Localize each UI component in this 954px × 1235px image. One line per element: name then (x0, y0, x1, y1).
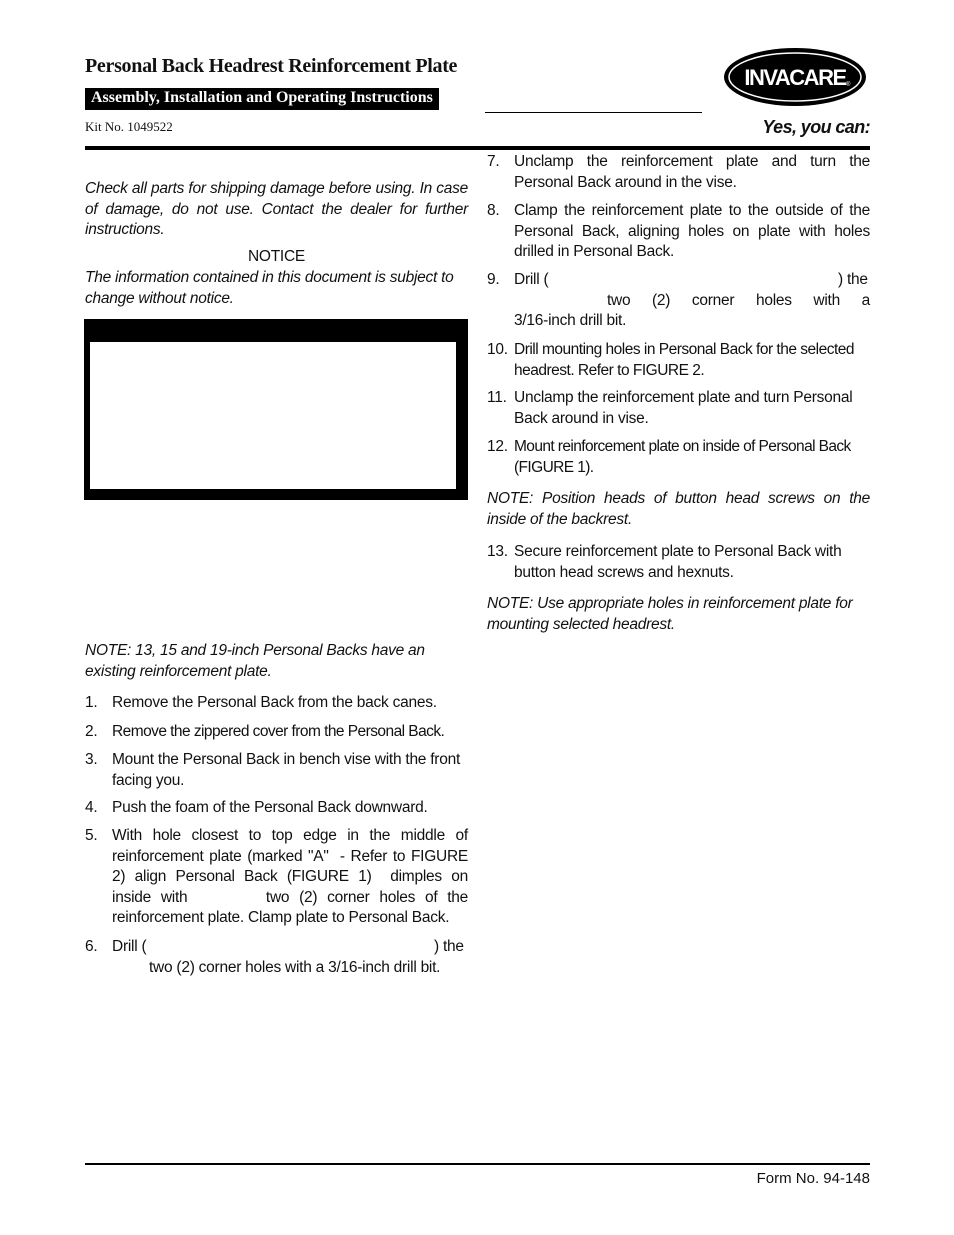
step-text: Unclamp the reinforcement plate and turn the Personal Back around in the vise. (514, 153, 870, 191)
list-item (85, 722, 468, 743)
step-number: 1. (85, 694, 98, 711)
step-number: 9. (487, 271, 500, 288)
step-number: 4. (85, 799, 98, 816)
step-text: Remove the Personal Back from the back canes. (112, 694, 437, 711)
step-text: Clamp the reinforcement plate to the outside of the Personal Back, aligning holes on plate with holes drilled in Personal Back. (514, 202, 870, 261)
step-number: 12. (487, 438, 508, 455)
mounting-holes-note: NOTE: Use appropriate holes in reinforcement plate for mounting selected headrest. (487, 595, 853, 633)
list-item (487, 152, 870, 194)
step-text: Mount the Personal Back in bench vise with the front facing you. (112, 751, 461, 789)
screw-heads-note: NOTE: Position heads of button head screws on the inside of the backrest. (487, 490, 870, 528)
step-text-start: Drill ( (112, 938, 147, 955)
step-text: Unclamp the reinforcement plate and turn Personal Back around in vise. (514, 389, 853, 427)
step-text-end: ) the (838, 271, 868, 288)
list-item (85, 693, 468, 714)
warning-box (84, 319, 468, 500)
invacare-logo (722, 46, 868, 108)
step-number: 8. (487, 202, 500, 219)
kit-number: Kit No. 1049522 (85, 119, 173, 134)
step-text: Mount reinforcement plate on inside of Personal Back (FIGURE 1). (514, 438, 851, 476)
shipping-damage-note: Check all parts for shipping damage before using. In case of damage, do not use. Contact the dealer for further instructions. (85, 180, 468, 239)
step-text-start: Drill ( (514, 271, 549, 288)
form-number: Form No. 94-148 (756, 1170, 870, 1187)
notice-heading: NOTICE (247, 248, 306, 265)
svg-text:®: ® (846, 82, 851, 88)
tagline: Yes, you can: (762, 117, 870, 137)
step-text: With hole closest to top edge in the middle of reinforcement plate (marked "A" - Refer to FIGURE 2) align Personal Back (FIGURE 1) dimples on inside with two (2) corner holes of the reinforcement plate. Clamp plate to Personal Back. (112, 827, 473, 927)
step-text-continued: 3/16-inch drill bit. (514, 312, 627, 329)
document-title: Personal Back Headrest Reinforcement Plate (85, 55, 458, 77)
list-item (487, 388, 870, 430)
list-item (85, 798, 468, 819)
header-rule (85, 146, 870, 150)
subtitle-rule (485, 112, 702, 113)
step-number: 3. (85, 751, 98, 768)
list-item (85, 937, 468, 979)
step-text: Push the foam of the Personal Back downward. (112, 799, 428, 816)
list-item (85, 750, 468, 792)
warning-box-body (90, 342, 456, 489)
step-text: Secure reinforcement plate to Personal Back with button head screws and hexnuts. (514, 543, 842, 581)
list-item (487, 340, 870, 382)
step-text-end: ) the (434, 938, 464, 955)
step-number: 10. (487, 341, 508, 358)
step-number: 13. (487, 543, 508, 560)
step-text-continued: two (2) corner holes with a 3/16-inch drill bit. (149, 959, 441, 976)
list-item (487, 201, 870, 263)
step-text: Remove the zippered cover from the Personal Back. (112, 723, 445, 740)
step-number: 6. (85, 938, 98, 955)
step-text: Drill mounting holes in Personal Back for the selected headrest. Refer to FIGURE 2. (514, 341, 855, 379)
footer-rule (85, 1163, 870, 1165)
step-number: 2. (85, 723, 98, 740)
list-item (487, 437, 870, 479)
list-item (487, 270, 870, 332)
document-subtitle: Assembly, Installation and Operating Instructions (85, 88, 439, 110)
existing-plate-note: NOTE: 13, 15 and 19-inch Personal Backs have an existing reinforcement plate. (85, 642, 425, 680)
notice-text: The information contained in this document is subject to change without notice. (85, 269, 454, 307)
step-number: 7. (487, 153, 500, 170)
svg-text:INVACARE: INVACARE (744, 65, 846, 90)
list-item (487, 542, 870, 584)
step-number: 5. (85, 827, 98, 844)
step-text-continued: two (2) corner holes with a (607, 292, 870, 309)
list-item (85, 826, 473, 929)
step-number: 11. (487, 389, 507, 406)
